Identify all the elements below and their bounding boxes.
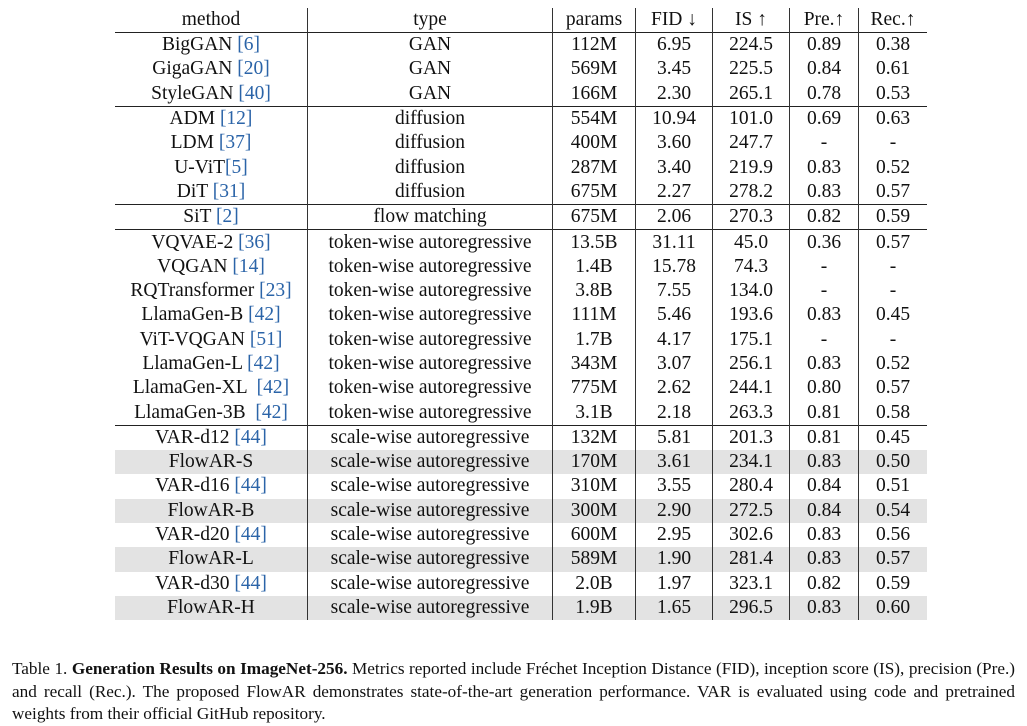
method-cell (115, 474, 308, 498)
rec-cell: 0.45 (859, 425, 928, 450)
type-cell: token-wise autoregressive (308, 230, 553, 255)
pre-cell: 0.83 (790, 352, 859, 376)
method-cell (115, 376, 308, 400)
pre-cell: 0.83 (790, 450, 859, 474)
caption-text: Metrics reported include Fréchet Inception Distance (FID), inception score (IS), precision (Pre.) and recall (Rec.). The proposed FlowAR demonstrates state-of-the-art generation performance. VAR is evaluated using code and pretrained weights from their official GitHub repository. (12, 659, 1015, 724)
fid-cell: 5.81 (636, 425, 713, 450)
method-name: FlowAR-B (167, 499, 255, 521)
type-cell: token-wise autoregressive (308, 279, 553, 303)
is-cell: 247.7 (713, 131, 790, 155)
method-cell (115, 303, 308, 327)
citation-link[interactable]: [2] (215, 206, 239, 228)
method-name: VAR-d16 (155, 475, 235, 497)
fid-cell: 5.46 (636, 303, 713, 327)
table-row (115, 180, 927, 205)
method-name: VAR-d12 (155, 426, 235, 448)
is-cell: 278.2 (713, 180, 790, 205)
fid-cell: 1.65 (636, 596, 713, 620)
pre-cell: 0.84 (790, 499, 859, 523)
method-name: LlamaGen-3B (134, 401, 256, 423)
params-cell: 170M (553, 450, 636, 474)
table-row (115, 376, 927, 400)
is-cell: 263.3 (713, 400, 790, 425)
params-cell: 1.4B (553, 255, 636, 279)
method-cell (115, 57, 308, 81)
is-cell: 219.9 (713, 155, 790, 179)
is-cell: 193.6 (713, 303, 790, 327)
params-cell: 287M (553, 155, 636, 179)
fid-cell: 2.62 (636, 376, 713, 400)
type-cell: scale-wise autoregressive (308, 523, 553, 547)
citation-link[interactable]: [36] (238, 231, 271, 253)
type-cell: scale-wise autoregressive (308, 474, 553, 498)
type-cell: token-wise autoregressive (308, 400, 553, 425)
is-cell: 224.5 (713, 33, 790, 58)
rec-cell: 0.63 (859, 106, 928, 131)
rec-cell: 0.57 (875, 180, 911, 202)
method-cell (115, 596, 308, 620)
method-name: DiT (176, 180, 213, 202)
is-cell: 296.5 (713, 596, 790, 620)
fid-cell: 3.60 (636, 131, 713, 155)
method-cell (115, 106, 308, 131)
params-cell: 400M (553, 131, 636, 155)
params-cell: 3.1B (553, 400, 636, 425)
pre-cell: 0.80 (790, 376, 859, 400)
table-row (115, 474, 927, 498)
params-cell: 343M (553, 352, 636, 376)
is-cell: 201.3 (713, 425, 790, 450)
type-cell: GAN (308, 82, 553, 107)
is-cell: 272.5 (713, 499, 790, 523)
table-row (115, 572, 927, 596)
type-cell: token-wise autoregressive (308, 352, 553, 376)
rec-cell: 0.57 (859, 230, 928, 255)
fid-cell: 1.90 (636, 547, 713, 571)
citation-link[interactable]: [12] (219, 108, 253, 130)
params-cell: 310M (553, 474, 636, 498)
method-cell (115, 450, 308, 474)
rec-cell: 0.51 (875, 475, 911, 497)
method-cell (115, 499, 308, 523)
citation-link[interactable]: [31] (212, 180, 246, 202)
method-name: LlamaGen-B (141, 304, 249, 326)
fid-cell: 2.18 (636, 400, 713, 425)
pre-cell: 0.81 (790, 425, 859, 450)
method-name: GigaGAN (152, 58, 238, 80)
params-cell: 554M (553, 106, 636, 131)
fid-cell: 3.07 (636, 352, 713, 376)
method-name: VAR-d30 (155, 572, 235, 594)
type-cell: scale-wise autoregressive (308, 499, 553, 523)
citation-link[interactable]: [42] (248, 304, 281, 326)
table-row (115, 33, 927, 58)
pre-cell: 0.83 (790, 303, 859, 327)
params-cell: 111M (553, 303, 636, 327)
table-row (115, 279, 927, 303)
is-cell: 225.5 (713, 57, 790, 81)
params-cell: 675M (553, 180, 636, 205)
table-row (115, 450, 927, 474)
table-row (115, 499, 927, 523)
rec-cell: 0.59 (875, 572, 911, 594)
fid-cell: 1.97 (636, 572, 713, 596)
method-name: VQVAE-2 (151, 231, 239, 253)
is-cell: 281.4 (713, 547, 790, 571)
rec-cell: - (889, 132, 897, 154)
table-row (115, 155, 927, 179)
type-cell: diffusion (308, 106, 553, 131)
method-name: BigGAN (161, 34, 238, 56)
pre-cell: - (790, 328, 859, 352)
is-cell: 175.1 (713, 328, 790, 352)
is-cell: 45.0 (713, 230, 790, 255)
method-cell (115, 255, 308, 279)
rec-cell: 0.52 (875, 353, 911, 374)
method-name: ViT-VQGAN (139, 328, 250, 350)
citation-link[interactable]: [5] (225, 156, 248, 178)
is-cell: 134.0 (713, 279, 790, 303)
table-body (115, 33, 927, 621)
method-cell (115, 279, 308, 303)
table-row (115, 523, 927, 547)
fid-cell: 3.40 (636, 155, 713, 179)
params-cell: 2.0B (553, 572, 636, 596)
type-cell: token-wise autoregressive (308, 255, 553, 279)
method-name: ADM (169, 108, 220, 130)
table-row (115, 352, 927, 376)
params-cell: 112M (553, 33, 636, 58)
header-method: method (115, 8, 308, 33)
params-cell: 1.9B (553, 596, 636, 620)
rec-cell: 0.57 (859, 547, 928, 571)
rec-cell: - (889, 328, 897, 350)
citation-link[interactable]: [42] (255, 401, 288, 423)
fid-cell: 15.78 (636, 255, 713, 279)
citation-link[interactable]: [20] (237, 58, 270, 80)
method-name: LlamaGen-XL (132, 377, 257, 399)
header-pre: Pre.↑ (790, 8, 859, 33)
pre-cell: 0.83 (790, 547, 859, 571)
params-cell: 132M (553, 425, 636, 450)
rec-cell: - (889, 280, 897, 302)
citation-link[interactable]: [44] (234, 572, 267, 594)
pre-cell: 0.69 (790, 106, 859, 131)
table-row (115, 255, 927, 279)
rec-cell: 0.54 (859, 499, 928, 523)
method-name: VAR-d20 (155, 524, 235, 546)
pre-cell: 0.81 (790, 400, 859, 425)
pre-cell: 0.36 (790, 230, 859, 255)
citation-link[interactable]: [37] (218, 132, 252, 154)
method-cell (115, 33, 308, 58)
citation-link[interactable]: [14] (232, 255, 265, 277)
pre-cell: 0.83 (790, 155, 859, 179)
method-cell (115, 523, 308, 547)
params-cell: 600M (553, 523, 636, 547)
type-cell: GAN (308, 33, 553, 58)
type-cell: token-wise autoregressive (308, 303, 553, 327)
params-cell: 775M (553, 376, 636, 400)
table-row (115, 205, 927, 230)
header-is: IS ↑ (713, 8, 790, 33)
pre-cell: - (790, 279, 859, 303)
pre-cell: 0.82 (790, 572, 859, 596)
rec-cell: 0.50 (859, 450, 928, 474)
table-row (115, 82, 927, 107)
method-cell (115, 400, 308, 425)
fid-cell: 2.06 (636, 205, 713, 230)
type-cell: token-wise autoregressive (308, 328, 553, 352)
rec-cell: 0.58 (875, 401, 911, 423)
pre-cell: - (790, 131, 859, 155)
method-name: FlowAR-S (168, 451, 254, 473)
type-cell: scale-wise autoregressive (308, 547, 553, 571)
method-cell (115, 352, 308, 376)
type-cell: token-wise autoregressive (308, 376, 553, 400)
pre-cell: 0.83 (790, 180, 859, 205)
params-cell: 1.7B (553, 328, 636, 352)
type-cell: diffusion (308, 180, 553, 205)
table-row (115, 131, 927, 155)
method-cell (115, 230, 308, 255)
method-name: U-ViT (174, 156, 226, 178)
citation-link[interactable]: [44] (234, 524, 267, 546)
table-row (115, 303, 927, 327)
is-cell: 234.1 (713, 450, 790, 474)
is-cell: 101.0 (713, 106, 790, 131)
pre-cell: 0.89 (790, 33, 859, 58)
is-cell: 74.3 (713, 255, 790, 279)
is-cell: 280.4 (713, 474, 790, 498)
table-row (115, 400, 927, 425)
header-rec: Rec.↑ (870, 9, 916, 30)
table-row (115, 230, 927, 255)
fid-cell: 3.61 (636, 450, 713, 474)
method-cell (115, 547, 308, 571)
is-cell: 302.6 (713, 523, 790, 547)
citation-link[interactable]: [23] (259, 280, 292, 302)
table-row (115, 596, 927, 620)
rec-cell: - (889, 255, 897, 277)
type-cell: scale-wise autoregressive (308, 450, 553, 474)
table-row (115, 547, 927, 571)
caption-title: Generation Results on ImageNet-256. (71, 659, 348, 679)
fid-cell: 10.94 (636, 106, 713, 131)
type-cell: diffusion (308, 155, 553, 179)
method-cell (115, 425, 308, 450)
table-caption (12, 658, 1015, 726)
is-cell: 244.1 (713, 376, 790, 400)
fid-cell: 3.55 (636, 474, 713, 498)
params-cell: 166M (553, 82, 636, 107)
params-cell: 13.5B (553, 230, 636, 255)
is-cell: 270.3 (713, 205, 790, 230)
citation-link[interactable]: [44] (234, 475, 267, 497)
pre-cell: 0.83 (790, 596, 859, 620)
method-name: LlamaGen-L (142, 353, 248, 374)
rec-cell: 0.45 (875, 304, 911, 326)
method-name: StyleGAN (151, 82, 239, 104)
method-cell (115, 155, 308, 179)
fid-cell: 2.27 (636, 180, 713, 205)
fid-cell: 7.55 (636, 279, 713, 303)
pre-cell: 0.84 (790, 57, 859, 81)
method-cell (115, 82, 308, 107)
params-cell: 569M (553, 57, 636, 81)
method-cell (115, 328, 308, 352)
pre-cell: 0.82 (790, 205, 859, 230)
pre-cell: 0.84 (790, 474, 859, 498)
type-cell: scale-wise autoregressive (308, 425, 553, 450)
rec-cell: 0.59 (859, 205, 928, 230)
fid-cell: 2.30 (636, 82, 713, 107)
rec-cell: 0.57 (875, 377, 911, 399)
method-name: VQGAN (157, 255, 233, 277)
citation-link[interactable]: [6] (237, 34, 261, 56)
fid-cell: 6.95 (636, 33, 713, 58)
is-cell: 256.1 (713, 352, 790, 376)
params-cell: 3.8B (553, 279, 636, 303)
citation-link[interactable]: [44] (234, 426, 267, 448)
table-row (115, 57, 927, 81)
is-cell: 265.1 (713, 82, 790, 107)
method-cell (115, 572, 308, 596)
method-cell (115, 180, 308, 205)
header-type: type (308, 8, 553, 33)
table-header-row (115, 8, 927, 33)
rec-cell: 0.38 (859, 33, 928, 58)
method-name: RQTransformer (130, 280, 260, 302)
method-name: LDM (170, 132, 219, 154)
table-row (115, 328, 927, 352)
rec-cell: 0.53 (875, 82, 911, 104)
method-cell (115, 205, 308, 230)
type-cell: flow matching (308, 205, 553, 230)
fid-cell: 2.90 (636, 499, 713, 523)
type-cell: GAN (308, 57, 553, 81)
caption-label: Table 1. (12, 659, 72, 679)
rec-cell: 0.60 (859, 596, 928, 620)
header-params: params (553, 8, 636, 33)
header-fid: FID ↓ (636, 8, 713, 33)
fid-cell: 2.95 (636, 523, 713, 547)
rec-cell: 0.61 (875, 58, 911, 80)
fid-cell: 3.45 (636, 57, 713, 81)
pre-cell: 0.83 (790, 523, 859, 547)
rec-cell: 0.52 (875, 156, 911, 178)
params-cell: 300M (553, 499, 636, 523)
type-cell: diffusion (308, 131, 553, 155)
citation-link[interactable]: [42] (256, 377, 290, 399)
fid-cell: 4.17 (636, 328, 713, 352)
pre-cell: 0.78 (790, 82, 859, 107)
pre-cell: - (790, 255, 859, 279)
results-table (115, 8, 927, 620)
type-cell: scale-wise autoregressive (308, 596, 553, 620)
type-cell: scale-wise autoregressive (308, 572, 553, 596)
fid-cell: 31.11 (636, 230, 713, 255)
method-cell (115, 131, 308, 155)
method-name: SiT (183, 206, 216, 228)
is-cell: 323.1 (713, 572, 790, 596)
params-cell: 589M (553, 547, 636, 571)
method-name: FlowAR-H (167, 596, 255, 618)
citation-link[interactable]: [42] (247, 353, 280, 374)
rec-cell: 0.56 (875, 524, 911, 546)
table-row (115, 425, 927, 450)
table-row (115, 106, 927, 131)
params-cell: 675M (553, 205, 636, 230)
citation-link[interactable]: [40] (238, 82, 271, 104)
citation-link[interactable]: [51] (249, 328, 283, 350)
method-name: FlowAR-L (168, 548, 254, 570)
